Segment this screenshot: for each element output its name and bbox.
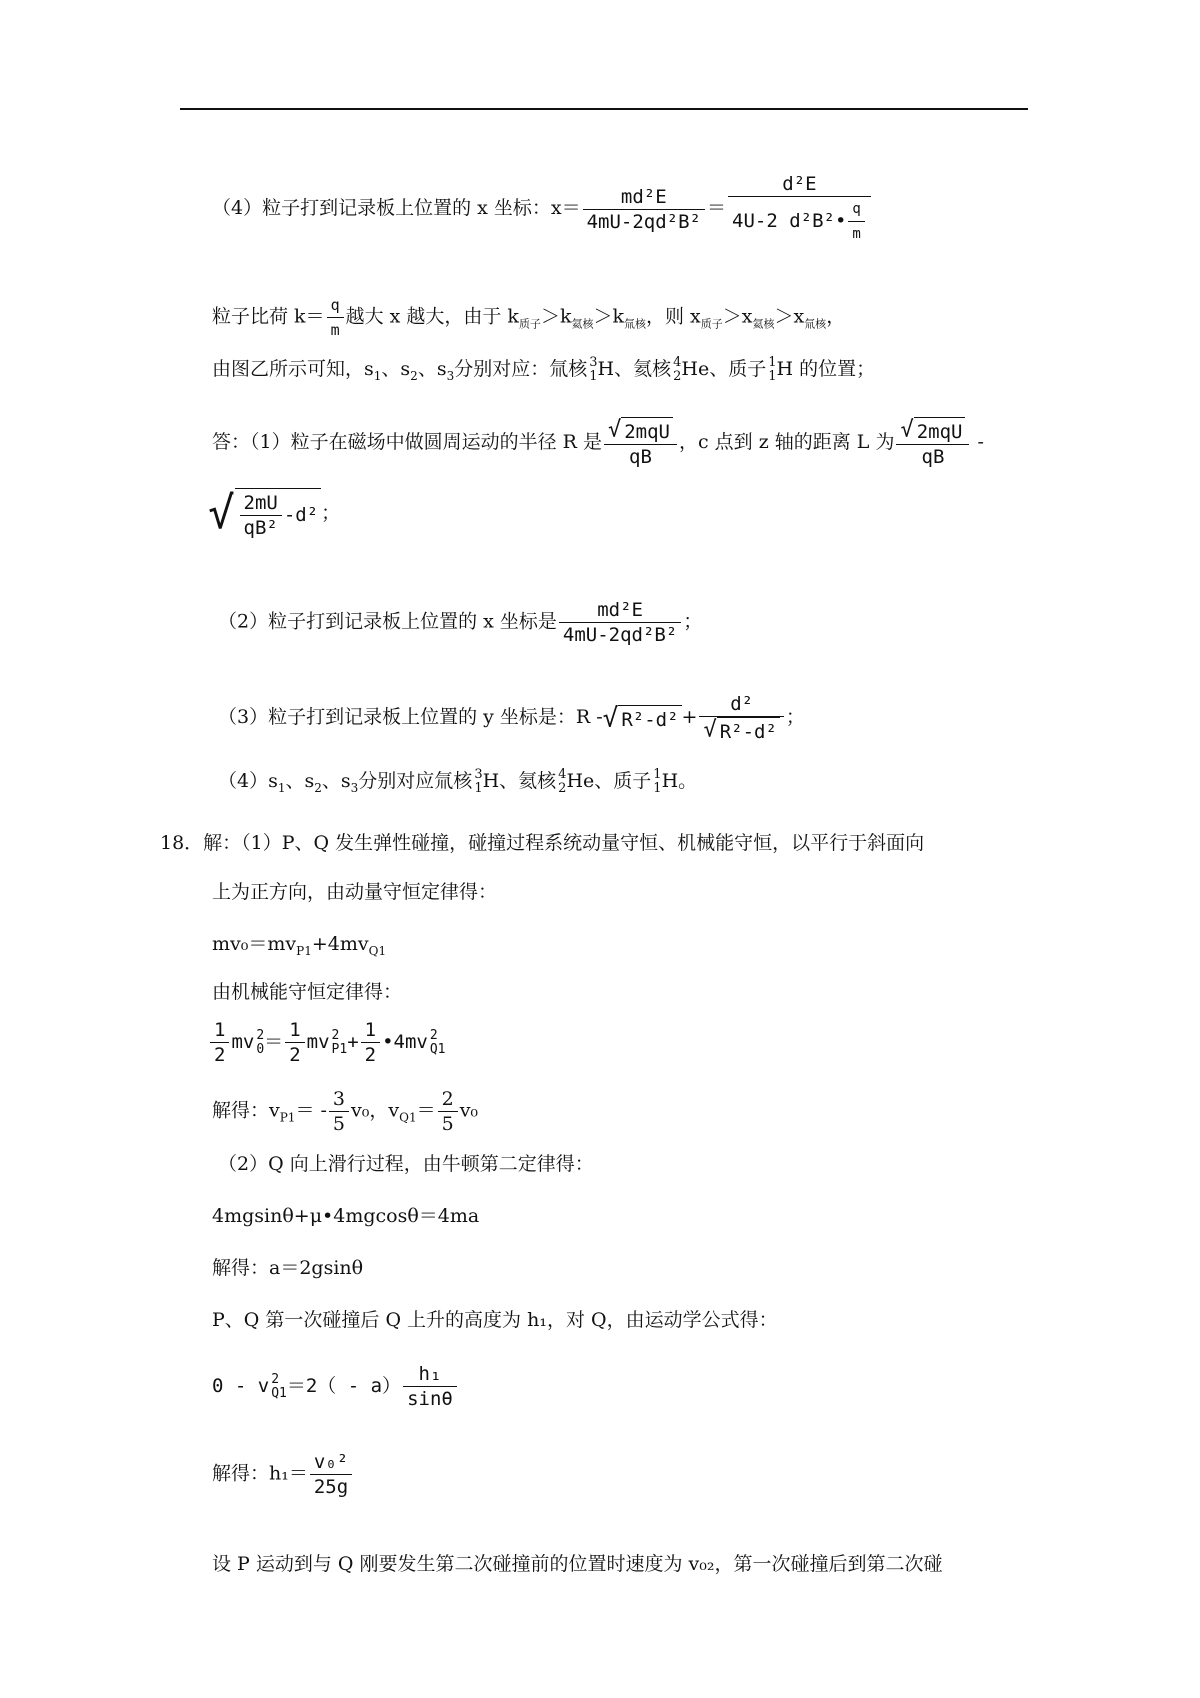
text: 设 P 运动到与 Q 刚要发生第二次碰撞前的位置时速度为 v₀₂，第一次碰撞后到第二次碰 — [212, 1553, 943, 1575]
text: （2）Q 向上滑行过程，由牛顿第二定律得： — [218, 1153, 594, 1175]
eq-momentum: $mv_0=mv_{P1}+4mv_{Q1}$ — [212, 933, 387, 958]
text: 由机械能守恒定律得： — [212, 981, 403, 1003]
answer-1: 答：（1）粒子在磁场中做圆周运动的半径 R 是 $\frac{\text{√ 2mqU}}{qB}$ ，c 点到 z 轴的距离 L 为 $\frac{\text{√ 2mqU}}{qB}$ - — [212, 417, 984, 468]
fraction: d²E 4U-2 d²B²• $\frac{q}{m}$ — [728, 172, 871, 246]
answer-1-continued: √ $\frac{2mU}{\text{qB²}}$ -d² ； — [208, 488, 341, 539]
answer-4: $(4)s_1$、$s_2$、$s_3$分别对应氚核 3 1 H、氦核 4 2 He、质子 1 1 H。 — [218, 767, 698, 796]
text-specific-charge: 粒子比荷 k＝ $\frac{q}{m}$ 越大 x 越大，由于 $k_{质子}>k_{氦核}>k_{氚核}$，则 $x_{质子}>x_{氦核}>x_{氚核}$， — [212, 293, 845, 342]
text: P、Q 第一次碰撞后 Q 上升的高度为 h₁，对 Q，由运动学公式得： — [212, 1309, 778, 1331]
solution-a: 解得：a＝2gsinθ — [212, 1257, 364, 1279]
solution-velocities: 解得：$v_{P1}=$ - $\frac{3}{5}$ v₀，$v_{Q1}=$ $\frac{2}{5}$ v₀ — [212, 1088, 479, 1135]
fraction: $\frac{\text{md²E}}{\text{4mU-2qd²B²}}$ — [583, 185, 705, 234]
answer-2: （2）粒子打到记录板上位置的 x 坐标是 $\frac{\text{md²E}}{\text{4mU-2qd²B²}}$ ； — [218, 599, 703, 646]
header-rule — [180, 108, 1028, 110]
problem-18-heading: 18．解：（1）P、Q 发生弹性碰撞，碰撞过程系统动量守恒、机械能守恒，以平行于斜面向 — [160, 832, 925, 854]
text: （4）粒子打到记录板上位置的 x 坐标：x＝ — [212, 197, 581, 219]
eq-kinematics: 0 - v 2 Q1 ＝2（ - a） $\frac{\text{h₁}}{\sin\theta}$ — [212, 1362, 459, 1411]
answer-3: （3）粒子打到记录板上位置的 y 坐标是：R -√ R²-d² + $\frac{\text{d²}}{\text{√ R²-d²}}$ ； — [218, 693, 805, 743]
solution-h1: 解得：h₁＝ $\frac{\text{v₀²}}{25g}$ — [212, 1450, 354, 1499]
text: 上为正方向，由动量守恒定律得： — [212, 881, 498, 903]
eq-energy: $\frac{1}{2}$ mv 2 0 ＝ $\frac{1}{2}$ mv 2 P1 + $\frac{1}{2}$ •4mv 2 Q1 — [208, 1018, 446, 1067]
eq-x-coordinate: （4）粒子打到记录板上位置的 x 坐标：x＝ $\frac{\text{md²E}}{\text{4mU-2qd²B²}}$ ＝ d²E 4U-2 d²B²• $\frac{q}{m}$ — [212, 172, 873, 246]
eq-newton: 4mgsinθ+μ•4mgcosθ＝4ma — [212, 1205, 480, 1227]
text-figure-correspondence: 由图乙所示可知，$s_1$、$s_2$、$s_3$分别对应：氚核 3 1 H、氦核 4 2 He、质子 1 1 H 的位置； — [212, 355, 876, 384]
